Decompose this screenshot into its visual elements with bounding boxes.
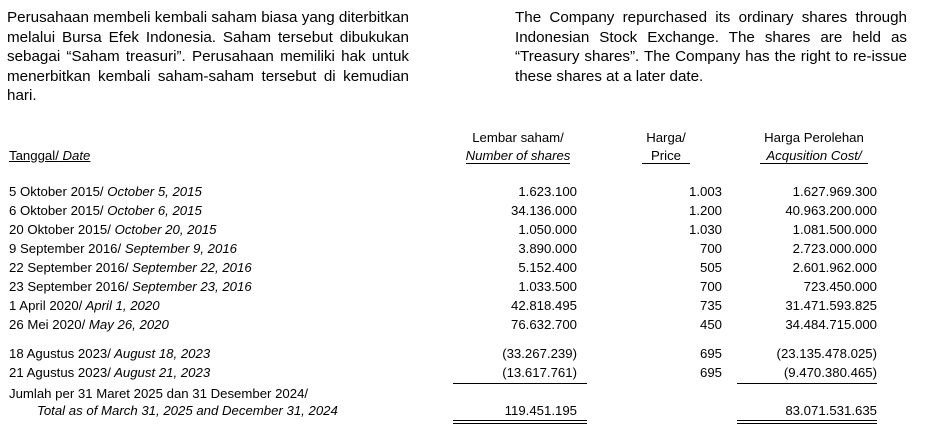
subtotal-rule-shares (453, 383, 587, 384)
table-row-cost: 2.601.962.000 (792, 260, 877, 275)
table-row-price: 1.030 (688, 222, 722, 237)
total-label-id: Jumlah per 31 Maret 2025 dan 31 Desember 2024/ (9, 386, 309, 401)
header-date (9, 148, 90, 164)
table-row-date: 23 September 2016/ September 23, 2016 (9, 279, 252, 294)
total-double-rule-cost-2 (737, 423, 877, 424)
table-row-price: 1.003 (688, 184, 722, 199)
table-row-cost: 723.450.000 (803, 279, 877, 294)
paragraph-english: The Company repurchased its ordinary shares through Indonesian Stock Exchange. The shares are held as “Treasury shares”. The Company has the right to re-issue these shares at a later date. (515, 9, 907, 85)
paragraph-indonesian: Perusahaan membeli kembali saham biasa yang diterbitkan melalui Bursa Efek Indonesia. Saham tersebut dibukukan sebagai “Saham treasuri”. Perusahaan memiliki hak untuk menerbitkan kembali saham-saham tersebut di kemudian hari. (7, 9, 409, 104)
header-price-id: Harga/ (646, 130, 686, 145)
table-row-shares: 5.152.400 (518, 260, 577, 275)
table-row-price: 695 (699, 365, 722, 380)
table-row-shares: 42.818.495 (510, 298, 577, 313)
table-row-price: 450 (699, 317, 722, 332)
total-cost: 83.071.531.635 (785, 403, 877, 418)
table-row-shares: (13.617.761) (502, 365, 577, 380)
table-row-cost: 2.723.000.000 (792, 241, 877, 256)
table-row-price: 505 (699, 260, 722, 275)
header-cost-id: Harga Perolehan (764, 130, 864, 145)
table-row-cost: 1.627.969.300 (792, 184, 877, 199)
table-row-price: 735 (699, 298, 722, 313)
table-row-date: 26 Mei 2020/ May 26, 2020 (9, 317, 169, 332)
table-row-cost: (9.470.380.465) (783, 365, 877, 380)
total-double-rule-shares-1 (453, 420, 587, 421)
total-double-rule-shares-2 (453, 423, 587, 424)
table-row-cost: 31.471.593.825 (785, 298, 877, 313)
total-label-en: Total as of March 31, 2025 and December 31, 2024 (37, 403, 338, 418)
table-row-shares: 1.033.500 (518, 279, 577, 294)
header-shares-en-wrap (450, 148, 586, 164)
table-row-cost: 1.081.500.000 (792, 222, 877, 237)
header-date-id: Tanggal/ (9, 148, 59, 163)
table-row-shares: 76.632.700 (510, 317, 577, 332)
table-row-price: 1.200 (688, 203, 722, 218)
total-double-rule-cost-1 (737, 420, 877, 421)
table-row-price: 695 (699, 346, 722, 361)
header-date-en: Date (58, 148, 91, 163)
table-row-date: 18 Agustus 2023/ August 18, 2023 (9, 346, 211, 361)
header-cost-en-wrap (746, 148, 882, 164)
header-price-en: Price (642, 148, 690, 164)
table-row-shares: 1.050.000 (518, 222, 577, 237)
table-row-shares: 3.890.000 (518, 241, 577, 256)
subtotal-rule-cost (737, 383, 877, 384)
header-shares-id: Lembar saham/ (472, 130, 564, 145)
table-row-date: 6 Oktober 2015/ October 6, 2015 (9, 203, 202, 218)
table-row-shares: 1.623.100 (518, 184, 577, 199)
table-row-date: 21 Agustus 2023/ August 21, 2023 (9, 365, 211, 380)
table-row-cost: (23.135.478.025) (776, 346, 877, 361)
table-row-shares: (33.267.239) (502, 346, 577, 361)
table-row-cost: 40.963.200.000 (785, 203, 877, 218)
table-row-date: 22 September 2016/ September 22, 2016 (9, 260, 252, 275)
header-price-en-wrap (626, 148, 706, 164)
table-row-date: 5 Oktober 2015/ October 5, 2015 (9, 184, 202, 199)
header-cost-en: Acqusition Cost/ (760, 148, 867, 164)
table-row-price: 700 (699, 279, 722, 294)
table-row-shares: 34.136.000 (510, 203, 577, 218)
table-row-cost: 34.484.715.000 (785, 317, 877, 332)
table-row-date: 1 April 2020/ April 1, 2020 (9, 298, 160, 313)
table-row-price: 700 (699, 241, 722, 256)
total-shares: 119.451.195 (504, 403, 577, 418)
table-row-date: 20 Oktober 2015/ October 20, 2015 (9, 222, 217, 237)
header-shares-en: Number of shares (465, 148, 571, 163)
table-row-date: 9 September 2016/ September 9, 2016 (9, 241, 238, 256)
